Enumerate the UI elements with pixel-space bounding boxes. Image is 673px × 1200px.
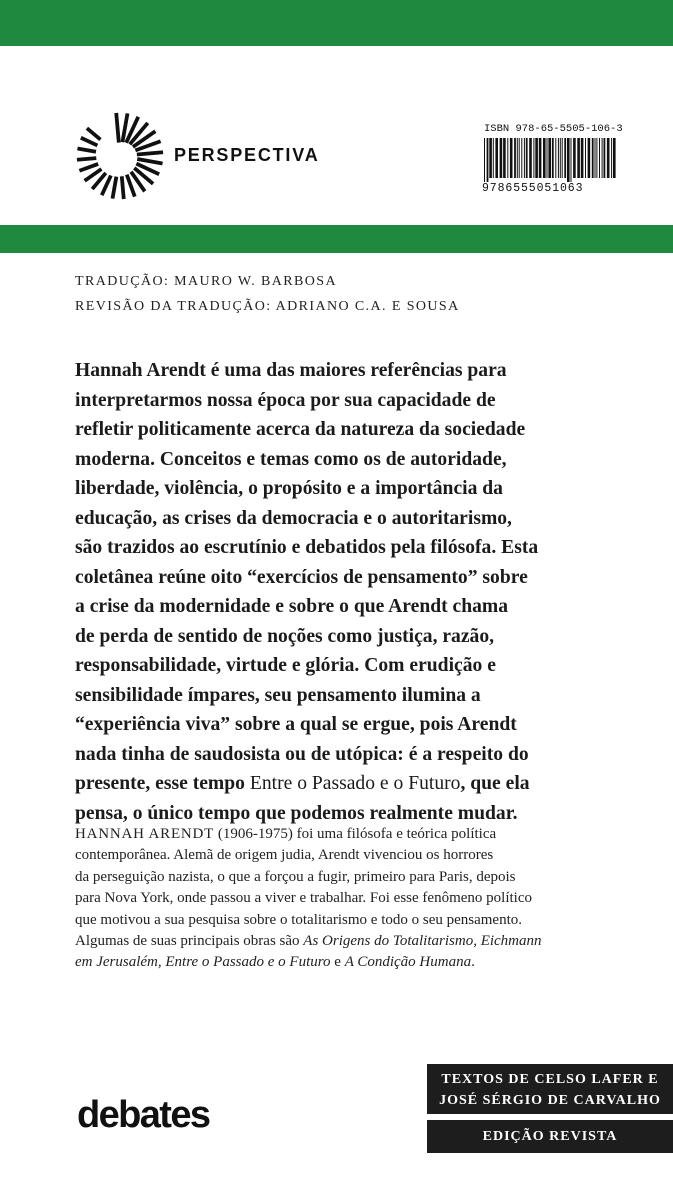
logo-ray xyxy=(77,148,96,151)
publisher-name: PERSPECTIVA xyxy=(174,145,320,165)
barcode-bar xyxy=(517,138,518,178)
works-titles: A Condição Humana xyxy=(344,954,472,971)
top-green-band xyxy=(0,0,673,46)
barcode-bar xyxy=(495,138,498,178)
barcode-bar xyxy=(588,138,591,178)
translation-credit: TRADUÇÃO: MAURO W. BARBOSA xyxy=(75,274,337,289)
barcode-bar xyxy=(526,138,528,178)
blurb-line: educação, as crises da democracia e o autoritarismo, xyxy=(75,507,512,529)
bio-line: contemporânea. Alemã de origem judia, Arendt vivenciou os horrores xyxy=(75,847,494,864)
works-titles: em Jerusalém, Entre o Passado e o Futuro xyxy=(75,954,331,971)
logo-ray xyxy=(77,158,96,160)
barcode-bar xyxy=(611,138,612,178)
barcode-bar xyxy=(521,138,522,178)
logo-ray xyxy=(87,128,101,139)
logo-ray xyxy=(122,176,124,199)
barcode-image xyxy=(482,138,616,182)
contributors-box xyxy=(427,1064,673,1114)
barcode-bar xyxy=(607,138,610,178)
bio-text: Algumas de suas principais obras são xyxy=(75,933,304,950)
barcode-bar xyxy=(599,138,600,178)
blurb-line: Hannah Arendt é uma das maiores referências para xyxy=(75,360,507,381)
blurb-line: sensibilidade ímpares, seu pensamento ilumina a xyxy=(75,684,481,706)
bio-line: da perseguição nazista, o que a forçou a fugir, primeiro para Paris, depois xyxy=(75,868,516,885)
barcode-bar xyxy=(524,138,525,178)
author-name: HANNAH ARENDT xyxy=(75,826,215,842)
barcode-bar xyxy=(514,138,516,178)
bio-line: para Nova York, onde passou a viver e trabalhar. Foi esse fenômeno político xyxy=(75,890,532,907)
bio-text: e xyxy=(330,954,345,971)
contributors-line: TEXTOS DE CELSO LAFER E xyxy=(441,1072,659,1087)
logo-ray xyxy=(137,159,162,163)
barcode-bar xyxy=(596,138,597,178)
blurb-paragraph xyxy=(75,356,615,828)
barcode-bar xyxy=(493,138,494,178)
blurb-line: “experiência viva” sobre a qual se ergue, pois Arendt xyxy=(75,714,517,735)
middle-green-band xyxy=(0,225,673,253)
barcode-bar xyxy=(571,138,572,182)
bio-line xyxy=(75,824,635,845)
barcode-bar xyxy=(602,138,603,178)
bio-line xyxy=(75,952,635,973)
isbn-barcode-block xyxy=(482,123,623,198)
logo-ray xyxy=(116,113,119,143)
barcode-bar xyxy=(573,138,576,178)
blurb-line: de perda de sentido de noções como justiça, razão, xyxy=(75,625,495,647)
barcode-bar xyxy=(555,138,556,178)
logo-ray xyxy=(79,164,98,171)
blurb-text: presente, esse tempo xyxy=(75,773,250,794)
blurb-line: nada tinha de saudosista ou de utópica: é a respeito do xyxy=(75,743,529,765)
barcode-bar xyxy=(567,138,570,182)
series-logo: debates xyxy=(77,1094,210,1136)
barcode-bar xyxy=(484,138,485,182)
barcode-bar xyxy=(552,138,554,178)
barcode-bar xyxy=(558,138,559,178)
bio-line xyxy=(75,931,635,952)
bio-line: que motivou a sua pesquisa sobre o totalitarismo e todo o seu pensamento. xyxy=(75,911,522,928)
barcode-bar xyxy=(548,138,551,178)
blurb-line: responsabilidade, virtude e glória. Com erudição e xyxy=(75,655,496,676)
blurb-line: liberdade, violência, o propósito e a importância da xyxy=(75,478,503,499)
contributors-line: JOSÉ SÉRGIO DE CARVALHO xyxy=(439,1093,661,1108)
blurb-line: a crise da modernidade e sobre o que Arendt chama xyxy=(75,596,509,617)
edition-box: EDIÇÃO REVISTA xyxy=(427,1120,673,1153)
barcode-bar xyxy=(604,138,606,178)
barcode-bar xyxy=(539,138,542,178)
barcode-bar xyxy=(560,138,561,178)
blurb-line xyxy=(75,769,615,799)
barcode-bar xyxy=(564,138,566,178)
isbn-label: ISBN 978-65-5505-106-3 xyxy=(484,123,623,135)
blurb-line: moderna. Conceitos e temas como os de autoridade, xyxy=(75,448,507,470)
barcode-bar xyxy=(581,138,584,178)
barcode-bar xyxy=(595,138,596,178)
barcode-bar xyxy=(562,138,563,178)
revision-credit: REVISÃO DA TRADUÇÃO: ADRIANO C.A. E SOUSA xyxy=(75,299,460,314)
blurb-line: pensa, o único tempo que podemos realmente mudar. xyxy=(75,802,518,824)
works-titles: As Origens do Totalitarismo, Eichmann xyxy=(303,933,542,950)
barcode-bar xyxy=(592,138,594,178)
barcode-bar xyxy=(487,138,489,182)
barcode-bar xyxy=(533,138,534,178)
barcode-bar xyxy=(577,138,580,178)
author-bio xyxy=(75,824,635,974)
logo-ray xyxy=(112,177,116,199)
barcode-bar xyxy=(489,138,492,178)
bio-text: . xyxy=(471,954,475,971)
barcode-bar xyxy=(510,138,513,178)
barcode-bar xyxy=(543,138,546,178)
logo-ray xyxy=(137,152,163,154)
barcode-bar xyxy=(585,138,586,178)
perspectiva-sunburst-icon xyxy=(75,111,165,201)
barcode-bar xyxy=(519,138,520,178)
blurb-line: são trazidos ao escrutínio e debatidos pela filósofa. Esta xyxy=(75,537,539,558)
blurb-line: coletânea reúne oito “exercícios de pensamento” sobre xyxy=(75,566,528,588)
barcode-bar xyxy=(503,138,506,178)
blurb-text: , que ela xyxy=(460,773,530,794)
barcode-bar xyxy=(535,138,538,178)
barcode-bar xyxy=(529,138,532,178)
book-title-inline: Entre o Passado e o Futuro xyxy=(249,773,461,794)
barcode-bar xyxy=(613,138,616,178)
barcode-bar xyxy=(547,138,548,178)
barcode-bar xyxy=(507,138,508,178)
blurb-line: interpretarmos nossa época por sua capacidade de xyxy=(75,389,496,411)
barcode-bar xyxy=(500,138,503,178)
logo-ray xyxy=(81,138,98,146)
bio-text: (1906-1975) foi uma filósofa e teórica política xyxy=(214,826,497,842)
blurb-line: refletir politicamente acerca da natureza da sociedade xyxy=(75,419,526,440)
isbn-number: 9786555051063 xyxy=(482,182,584,195)
